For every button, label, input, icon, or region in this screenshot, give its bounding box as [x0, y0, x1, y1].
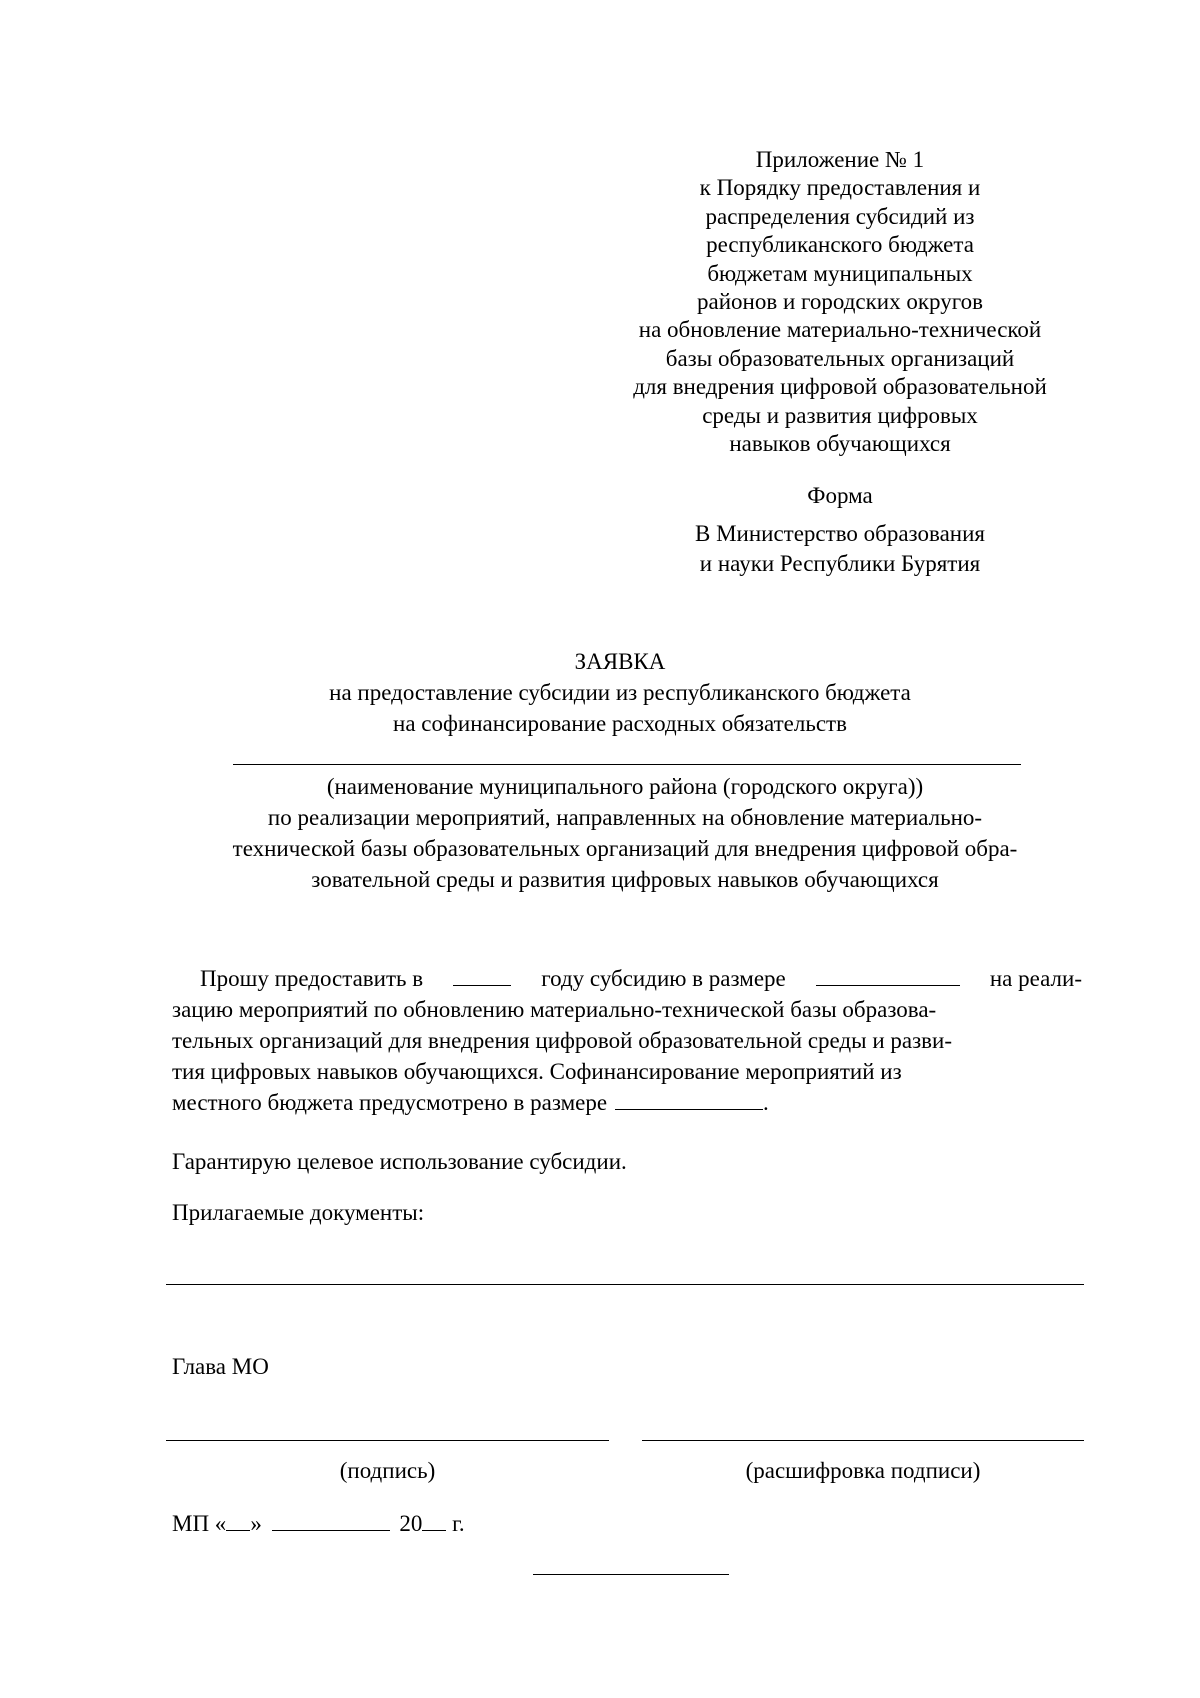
date-year-field[interactable] — [422, 1508, 446, 1531]
municipality-caption: (наименование муниципального района (городского округа)) — [326, 774, 924, 799]
request-text: году субсидию в размере — [541, 966, 786, 991]
form-label: Форма — [807, 483, 873, 508]
local-budget-amount-field[interactable] — [615, 1087, 763, 1110]
appendix-line: для внедрения цифровой образовательной — [633, 374, 1047, 400]
year-field[interactable] — [453, 963, 511, 986]
signature-field[interactable] — [166, 1440, 609, 1441]
title-line: зовательной среды и развития цифровых навыков обучающихся — [311, 867, 939, 892]
request-line — [172, 963, 1082, 994]
appendix-header — [620, 146, 1060, 458]
addressee-line: В Министерство образования — [695, 521, 985, 546]
stamp-date-line — [172, 1508, 465, 1539]
title-line: технической базы образовательных организаций для внедрения цифровой обра- — [232, 836, 1018, 861]
attached-docs-label: Прилагаемые документы: — [172, 1200, 425, 1225]
request-text: . — [763, 1090, 769, 1115]
request-line — [172, 1056, 1082, 1087]
title-line: по реализации мероприятий, направленных на обновление материально- — [267, 805, 983, 830]
appendix-line: республиканского бюджета — [706, 232, 974, 258]
request-text: тия цифровых навыков обучающихся. Софинансирование мероприятий из — [172, 1059, 902, 1084]
request-text: Прошу предоставить в — [200, 966, 424, 991]
request-line — [172, 1025, 1082, 1056]
application-title — [160, 646, 1080, 739]
title-heading: ЗАЯВКА — [574, 649, 666, 674]
guarantee-statement: Гарантирую целевое использование субсидии. — [172, 1149, 627, 1174]
year-prefix: 20 — [399, 1511, 423, 1536]
year-suffix: г. — [452, 1511, 465, 1536]
request-text: зацию мероприятий по обновлению материально-технической базы образова- — [172, 997, 937, 1022]
subsidy-amount-field[interactable] — [816, 963, 960, 986]
request-text: на реали- — [989, 966, 1082, 991]
municipality-name-field[interactable] — [233, 764, 1021, 765]
request-paragraph — [172, 963, 1082, 1118]
request-text: тельных организаций для внедрения цифровой образовательной среды и разви- — [172, 1028, 953, 1053]
appendix-line: районов и городских округов — [697, 289, 983, 315]
appendix-line: Приложение № 1 — [755, 147, 925, 172]
appendix-line: среды и развития цифровых — [702, 402, 978, 428]
day-field[interactable] — [226, 1508, 250, 1531]
month-field[interactable] — [272, 1508, 390, 1531]
addressee — [620, 519, 1060, 579]
signature-caption: (подпись) — [339, 1458, 436, 1483]
stamp-label: МП « — [172, 1511, 227, 1536]
signature-transcript-caption: (расшифровка подписи) — [745, 1458, 981, 1483]
application-subtitle — [170, 771, 1080, 895]
appendix-line: на обновление материально-технической — [638, 317, 1042, 343]
addressee-line: и науки Республики Бурятия — [699, 551, 981, 576]
head-label: Глава МО — [172, 1354, 269, 1379]
title-line: на предоставление субсидии из республиканского бюджета — [329, 680, 911, 705]
end-divider — [533, 1574, 729, 1575]
appendix-line: к Порядку предоставления и — [699, 175, 981, 201]
appendix-line: распределения субсидий из — [705, 203, 975, 229]
appendix-line: навыков обучающихся — [729, 431, 951, 457]
appendix-line: базы образовательных организаций — [665, 345, 1015, 371]
appendix-line: бюджетам муниципальных — [707, 260, 973, 286]
close-quote: » — [250, 1511, 262, 1536]
request-line — [172, 1087, 1082, 1118]
signature-transcript-field[interactable] — [642, 1440, 1084, 1441]
attached-docs-field[interactable] — [166, 1284, 1084, 1285]
title-line: на софинансирование расходных обязательств — [393, 711, 847, 736]
request-text: местного бюджета предусмотрено в размере — [172, 1090, 608, 1115]
request-line — [172, 994, 1082, 1025]
